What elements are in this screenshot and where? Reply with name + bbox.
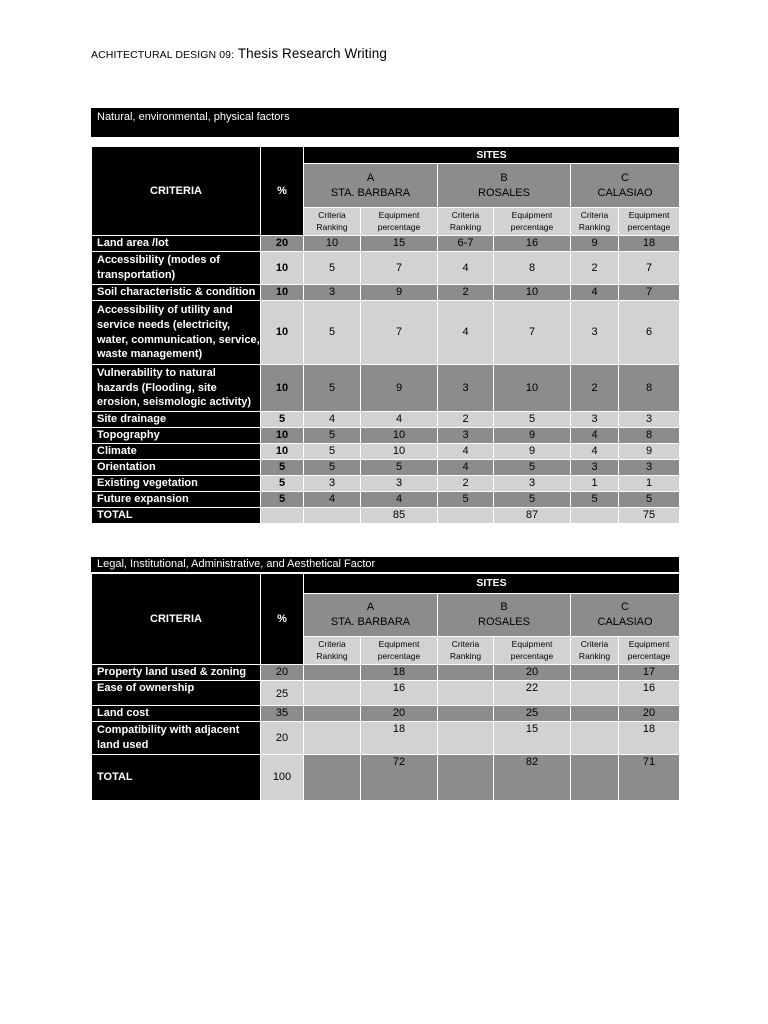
table-row bbox=[92, 236, 680, 252]
site-b-name: ROSALES bbox=[478, 186, 530, 199]
equip-line1: Equipment bbox=[628, 639, 670, 650]
site-b-ranking-cell: 3 bbox=[438, 365, 494, 412]
total-site-a-ranking-cell bbox=[304, 508, 361, 524]
site-c-letter: C bbox=[621, 601, 629, 614]
site-b-ranking-cell: 5 bbox=[438, 492, 494, 508]
percent-cell: 10 bbox=[261, 444, 304, 460]
criteria-cell: Accessibility of utility and service needs (electricity, water, communication, service, waste management) bbox=[92, 301, 261, 365]
criteria-cell: Orientation bbox=[92, 460, 261, 476]
site-c-ranking-cell: 4 bbox=[571, 428, 619, 444]
site-b-ranking-cell: 4 bbox=[438, 252, 494, 285]
site-a-ranking-cell: 4 bbox=[304, 492, 361, 508]
site-c-letter: C bbox=[621, 171, 629, 184]
section1-banner: Natural, environmental, physical factors bbox=[91, 108, 679, 137]
site-a-equip-cell: 20 bbox=[361, 706, 438, 722]
table-row bbox=[92, 722, 680, 755]
site-b-equip-cell: 5 bbox=[494, 412, 571, 428]
site-b-equip-cell: 5 bbox=[494, 492, 571, 508]
course-label: ACHITECTURAL DESIGN 09: bbox=[91, 49, 235, 61]
site-c-ranking-cell bbox=[571, 665, 619, 681]
site-c-ranking-cell: 5 bbox=[571, 492, 619, 508]
section2-banner: Legal, Institutional, Administrative, and Aesthetical Factor bbox=[91, 557, 679, 572]
site-a-ranking-cell bbox=[304, 706, 361, 722]
table-row bbox=[92, 476, 680, 492]
total-site-a-equip-cell: 72 bbox=[361, 755, 438, 801]
site-c-equip-cell: 18 bbox=[619, 722, 680, 755]
ranking-line1: Criteria bbox=[580, 639, 609, 650]
total-site-c-equip-cell: 75 bbox=[619, 508, 680, 524]
equip-line2: percentage bbox=[627, 650, 671, 661]
document-header bbox=[91, 46, 387, 61]
sites-header: SITES bbox=[304, 147, 680, 164]
ranking-line2: Ranking bbox=[316, 650, 348, 661]
site-a-ranking-cell: 3 bbox=[304, 476, 361, 492]
table-row bbox=[92, 252, 680, 285]
site-a-ranking-cell: 10 bbox=[304, 236, 361, 252]
site-a-ranking-cell: 5 bbox=[304, 301, 361, 365]
site-a-equip-cell: 3 bbox=[361, 476, 438, 492]
site-c-ranking-cell: 4 bbox=[571, 285, 619, 301]
site-a-letter: A bbox=[366, 601, 375, 614]
ranking-line2: Ranking bbox=[449, 650, 482, 661]
equip-line2: percentage bbox=[510, 650, 554, 661]
site-a-letter: A bbox=[366, 171, 375, 184]
site-a-ranking-cell bbox=[304, 681, 361, 706]
percent-header: % bbox=[261, 574, 304, 665]
site-a-equip-header bbox=[361, 208, 438, 236]
percent-cell: 5 bbox=[261, 476, 304, 492]
site-b-ranking-cell: 4 bbox=[438, 301, 494, 365]
equip-line2: percentage bbox=[510, 221, 554, 232]
site-a-equip-cell: 10 bbox=[361, 428, 438, 444]
percent-cell: 10 bbox=[261, 252, 304, 285]
legal-factors-table bbox=[91, 573, 680, 801]
site-b-ranking-cell: 2 bbox=[438, 412, 494, 428]
total-site-b-ranking-cell bbox=[438, 508, 494, 524]
site-b-equip-header bbox=[494, 637, 571, 665]
ranking-line2: Ranking bbox=[578, 221, 611, 232]
site-c-equip-cell: 5 bbox=[619, 492, 680, 508]
site-c-equip-cell: 16 bbox=[619, 681, 680, 706]
site-c-ranking-cell: 3 bbox=[571, 460, 619, 476]
total-row bbox=[92, 755, 680, 801]
site-b-ranking-cell: 2 bbox=[438, 476, 494, 492]
table-row bbox=[92, 492, 680, 508]
document-title: Thesis Research Writing bbox=[237, 46, 387, 61]
site-b-header bbox=[438, 594, 571, 637]
site-b-ranking-cell bbox=[438, 681, 494, 706]
criteria-cell: Future expansion bbox=[92, 492, 261, 508]
site-a-ranking-cell bbox=[304, 665, 361, 681]
total-row bbox=[92, 508, 680, 524]
equip-line2: percentage bbox=[627, 221, 671, 232]
criteria-cell: Topography bbox=[92, 428, 261, 444]
site-c-ranking-cell: 9 bbox=[571, 236, 619, 252]
site-a-name: STA. BARBARA bbox=[330, 616, 411, 628]
site-c-equip-cell: 9 bbox=[619, 444, 680, 460]
total-label: TOTAL bbox=[92, 508, 261, 524]
site-a-ranking-cell: 5 bbox=[304, 444, 361, 460]
criteria-cell: Soil characteristic & condition bbox=[92, 285, 261, 301]
total-site-a-ranking-cell bbox=[304, 755, 361, 801]
table-row bbox=[92, 665, 680, 681]
site-a-ranking-cell: 5 bbox=[304, 252, 361, 285]
site-b-equip-cell: 16 bbox=[494, 236, 571, 252]
site-c-equip-cell: 8 bbox=[619, 365, 680, 412]
criteria-cell: Compatibility with adjacent land used bbox=[92, 722, 261, 755]
site-b-equip-cell: 10 bbox=[494, 365, 571, 412]
site-a-ranking-cell: 4 bbox=[304, 412, 361, 428]
ranking-line2: Ranking bbox=[578, 650, 611, 661]
site-c-header bbox=[571, 594, 680, 637]
site-c-equip-cell: 3 bbox=[619, 460, 680, 476]
site-a-header bbox=[304, 594, 438, 637]
criteria-cell: Vulnerability to natural hazards (Flooding, site erosion, seismologic activity) bbox=[92, 365, 261, 412]
site-c-ranking-cell: 2 bbox=[571, 252, 619, 285]
site-b-ranking-header bbox=[438, 208, 494, 236]
equip-line1: Equipment bbox=[378, 639, 420, 650]
site-a-equip-cell: 4 bbox=[361, 492, 438, 508]
site-b-equip-cell: 9 bbox=[494, 428, 571, 444]
site-b-ranking-cell bbox=[438, 722, 494, 755]
equip-line1: Equipment bbox=[511, 210, 553, 221]
total-site-c-ranking-cell bbox=[571, 508, 619, 524]
site-a-name: STA. BARBARA bbox=[330, 186, 411, 199]
site-b-equip-cell: 9 bbox=[494, 444, 571, 460]
site-c-equip-cell: 7 bbox=[619, 285, 680, 301]
site-a-ranking-header bbox=[304, 208, 361, 236]
site-c-equip-cell: 8 bbox=[619, 428, 680, 444]
equip-line1: Equipment bbox=[511, 639, 553, 650]
table-row bbox=[92, 301, 680, 365]
total-percent-cell bbox=[261, 508, 304, 524]
total-label: TOTAL bbox=[92, 755, 261, 801]
site-a-equip-cell: 7 bbox=[361, 252, 438, 285]
site-a-ranking-cell: 5 bbox=[304, 365, 361, 412]
site-a-ranking-cell: 3 bbox=[304, 285, 361, 301]
criteria-cell: Accessibility (modes of transportation) bbox=[92, 252, 261, 285]
site-b-ranking-cell: 2 bbox=[438, 285, 494, 301]
site-c-ranking-cell bbox=[571, 722, 619, 755]
site-b-equip-cell: 15 bbox=[494, 722, 571, 755]
ranking-line1: Criteria bbox=[318, 639, 346, 650]
site-a-ranking-cell: 5 bbox=[304, 460, 361, 476]
site-b-letter: B bbox=[500, 171, 508, 184]
equip-line1: Equipment bbox=[628, 210, 670, 221]
site-a-equip-cell: 18 bbox=[361, 665, 438, 681]
site-c-ranking-cell bbox=[571, 681, 619, 706]
equip-line2: percentage bbox=[377, 221, 421, 232]
site-c-ranking-cell: 2 bbox=[571, 365, 619, 412]
criteria-cell: Site drainage bbox=[92, 412, 261, 428]
table-row bbox=[92, 412, 680, 428]
criteria-cell: Land cost bbox=[92, 706, 261, 722]
site-a-equip-cell: 9 bbox=[361, 285, 438, 301]
percent-cell: 10 bbox=[261, 301, 304, 365]
site-c-name: CALASIAO bbox=[597, 186, 653, 199]
site-c-equip-cell: 6 bbox=[619, 301, 680, 365]
natural-factors-table bbox=[91, 146, 680, 524]
site-a-equip-header bbox=[361, 637, 438, 665]
percent-cell: 10 bbox=[261, 285, 304, 301]
criteria-cell: Land area /lot bbox=[92, 236, 261, 252]
percent-header: % bbox=[261, 147, 304, 236]
criteria-header: CRITERIA bbox=[92, 147, 261, 236]
site-c-ranking-cell: 1 bbox=[571, 476, 619, 492]
percent-cell: 35 bbox=[261, 706, 304, 722]
percent-cell: 25 bbox=[261, 681, 304, 706]
site-a-header bbox=[304, 164, 438, 208]
table-row bbox=[92, 365, 680, 412]
site-b-ranking-cell bbox=[438, 706, 494, 722]
site-c-equip-header bbox=[619, 208, 680, 236]
site-c-equip-cell: 20 bbox=[619, 706, 680, 722]
criteria-cell: Climate bbox=[92, 444, 261, 460]
site-c-ranking-header bbox=[571, 208, 619, 236]
site-b-equip-cell: 7 bbox=[494, 301, 571, 365]
percent-cell: 20 bbox=[261, 665, 304, 681]
percent-cell: 5 bbox=[261, 492, 304, 508]
site-b-equip-cell: 25 bbox=[494, 706, 571, 722]
sites-header-row bbox=[92, 147, 680, 164]
total-site-b-equip-cell: 82 bbox=[494, 755, 571, 801]
percent-cell: 20 bbox=[261, 236, 304, 252]
site-b-equip-header bbox=[494, 208, 571, 236]
site-a-equip-cell: 4 bbox=[361, 412, 438, 428]
site-b-ranking-cell: 6-7 bbox=[438, 236, 494, 252]
site-a-equip-cell: 9 bbox=[361, 365, 438, 412]
site-c-equip-cell: 7 bbox=[619, 252, 680, 285]
site-a-equip-cell: 18 bbox=[361, 722, 438, 755]
total-site-a-equip-cell: 85 bbox=[361, 508, 438, 524]
site-a-ranking-cell bbox=[304, 722, 361, 755]
criteria-cell: Ease of ownership bbox=[92, 681, 261, 706]
total-percent-cell: 100 bbox=[261, 755, 304, 801]
table-row bbox=[92, 444, 680, 460]
site-a-ranking-header bbox=[304, 637, 361, 665]
table-row bbox=[92, 706, 680, 722]
site-b-equip-cell: 5 bbox=[494, 460, 571, 476]
percent-cell: 20 bbox=[261, 722, 304, 755]
site-c-equip-cell: 1 bbox=[619, 476, 680, 492]
ranking-line2: Ranking bbox=[316, 221, 348, 232]
table-row bbox=[92, 681, 680, 706]
site-b-equip-cell: 8 bbox=[494, 252, 571, 285]
criteria-cell: Property land used & zoning bbox=[92, 665, 261, 681]
site-b-ranking-header bbox=[438, 637, 494, 665]
ranking-line1: Criteria bbox=[451, 639, 480, 650]
total-site-b-ranking-cell bbox=[438, 755, 494, 801]
total-site-c-ranking-cell bbox=[571, 755, 619, 801]
site-c-equip-cell: 18 bbox=[619, 236, 680, 252]
total-site-b-equip-cell: 87 bbox=[494, 508, 571, 524]
site-c-ranking-cell: 3 bbox=[571, 412, 619, 428]
site-c-equip-cell: 3 bbox=[619, 412, 680, 428]
site-c-ranking-cell bbox=[571, 706, 619, 722]
table-row bbox=[92, 460, 680, 476]
site-b-ranking-cell: 3 bbox=[438, 428, 494, 444]
site-a-ranking-cell: 5 bbox=[304, 428, 361, 444]
site-c-header bbox=[571, 164, 680, 208]
percent-cell: 10 bbox=[261, 365, 304, 412]
site-b-equip-cell: 3 bbox=[494, 476, 571, 492]
percent-cell: 5 bbox=[261, 460, 304, 476]
table-row bbox=[92, 285, 680, 301]
site-c-name: CALASIAO bbox=[597, 616, 653, 628]
criteria-cell: Existing vegetation bbox=[92, 476, 261, 492]
site-b-letter: B bbox=[500, 601, 508, 614]
sites-header-row bbox=[92, 574, 680, 594]
site-a-equip-cell: 10 bbox=[361, 444, 438, 460]
site-b-header bbox=[438, 164, 571, 208]
site-b-ranking-cell: 4 bbox=[438, 444, 494, 460]
ranking-line1: Criteria bbox=[580, 210, 609, 221]
equip-line1: Equipment bbox=[378, 210, 420, 221]
site-a-equip-cell: 7 bbox=[361, 301, 438, 365]
site-a-equip-cell: 16 bbox=[361, 681, 438, 706]
percent-cell: 10 bbox=[261, 428, 304, 444]
site-b-ranking-cell bbox=[438, 665, 494, 681]
site-b-name: ROSALES bbox=[478, 616, 530, 628]
site-a-equip-cell: 5 bbox=[361, 460, 438, 476]
site-b-equip-cell: 20 bbox=[494, 665, 571, 681]
site-c-equip-header bbox=[619, 637, 680, 665]
total-site-c-equip-cell: 71 bbox=[619, 755, 680, 801]
site-b-equip-cell: 10 bbox=[494, 285, 571, 301]
ranking-line1: Criteria bbox=[451, 210, 480, 221]
site-b-ranking-cell: 4 bbox=[438, 460, 494, 476]
ranking-line1: Criteria bbox=[318, 210, 346, 221]
table-row bbox=[92, 428, 680, 444]
sites-header: SITES bbox=[304, 574, 680, 594]
equip-line2: percentage bbox=[377, 650, 421, 661]
site-c-equip-cell: 17 bbox=[619, 665, 680, 681]
criteria-header: CRITERIA bbox=[92, 574, 261, 665]
site-a-equip-cell: 15 bbox=[361, 236, 438, 252]
site-c-ranking-cell: 4 bbox=[571, 444, 619, 460]
percent-cell: 5 bbox=[261, 412, 304, 428]
site-c-ranking-header bbox=[571, 637, 619, 665]
ranking-line2: Ranking bbox=[449, 221, 482, 232]
site-b-equip-cell: 22 bbox=[494, 681, 571, 706]
site-c-ranking-cell: 3 bbox=[571, 301, 619, 365]
